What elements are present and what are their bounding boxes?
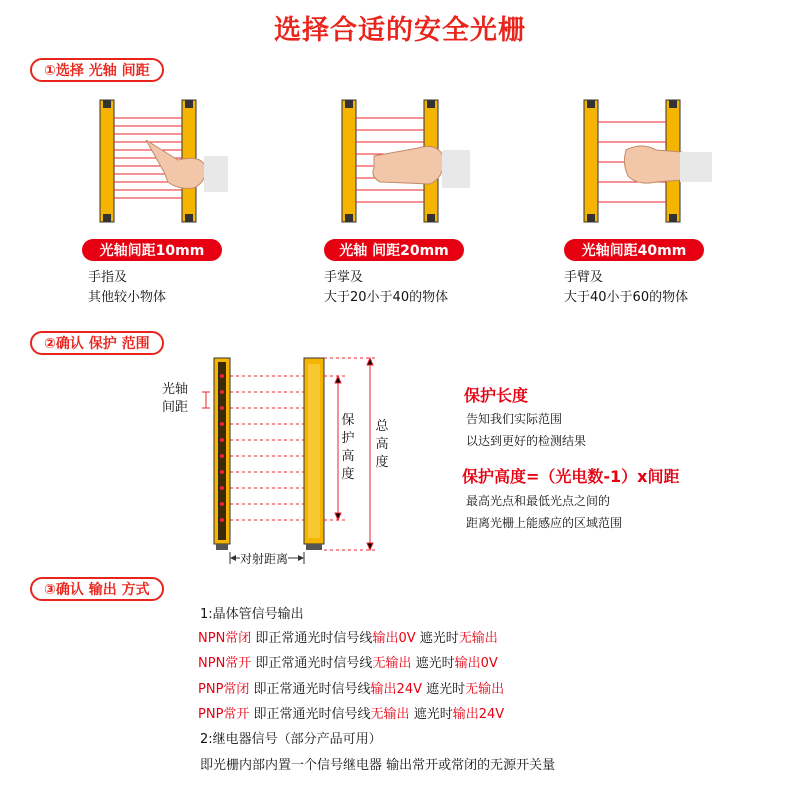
output-text: 即正常通光时信号线	[249, 682, 371, 697]
protection-length-desc	[466, 408, 586, 452]
section-3-tag: ③确认 输出 方式	[30, 577, 164, 601]
output-value: 输出0V	[454, 656, 498, 671]
desc-line: 大于40小于60的物体	[564, 290, 689, 305]
relay-output-desc: 即光栅内部内置一个信号继电器 输出常开或常闭的无源开关量	[200, 758, 556, 773]
label-char: 总	[375, 419, 389, 434]
desc-line: 以达到更好的检测结果	[466, 434, 587, 448]
output-text: 遮光时	[415, 631, 459, 646]
output-text: 遮光时	[409, 707, 453, 722]
label-char: 度	[375, 455, 389, 470]
relay-output-heading: 2:继电器信号（部分产品可用）	[200, 732, 382, 747]
output-value: 输出0V	[372, 631, 416, 646]
total-height-vertical-label	[374, 418, 390, 472]
output-row-npn-no	[198, 652, 498, 676]
pitch-40mm-label: 光轴间距40mm	[564, 239, 704, 261]
output-text: 遮光时	[411, 656, 455, 671]
pitch-40mm-desc	[564, 268, 688, 308]
output-text: 即正常通光时信号线	[251, 631, 373, 646]
desc-line: 手掌及	[324, 270, 364, 285]
page-title: 选择合适的安全光栅	[274, 15, 526, 46]
output-value: 输出24V	[452, 707, 505, 722]
protection-length-title	[464, 383, 528, 406]
light-curtain-arm-illustration	[582, 98, 712, 228]
pitch-10mm-label: 光轴间距10mm	[82, 239, 222, 261]
output-value: 无输出	[370, 707, 410, 722]
output-type: NPN常开	[198, 656, 252, 671]
throw-distance-label: 对射距离	[240, 552, 289, 566]
protection-length-title-text: 保护长度	[464, 386, 529, 405]
pitch-20mm-desc	[324, 268, 448, 308]
output-row-npn-nc	[198, 627, 498, 651]
output-text: 遮光时	[421, 682, 466, 697]
axis-pitch-line2: 间距	[162, 400, 189, 415]
output-text: 即正常通光时信号线	[249, 707, 371, 722]
axis-pitch-label	[162, 381, 188, 417]
desc-line: 最高光点和最低光点之间的	[466, 494, 611, 508]
output-type: PNP常开	[198, 707, 250, 722]
label-char: 度	[341, 467, 355, 482]
desc-line: 距离光栅上能感应的区域范围	[466, 516, 623, 530]
protection-height-formula: 保护高度=（光电数-1）x间距	[462, 467, 680, 486]
protection-height-desc	[466, 490, 622, 534]
label-char: 保	[341, 413, 355, 428]
output-value: 输出24V	[370, 682, 422, 697]
output-row-pnp-no	[198, 703, 504, 727]
desc-line: 大于20小于40的物体	[324, 290, 449, 305]
pitch-20mm-label: 光轴 间距20mm	[324, 239, 464, 261]
output-type: NPN常闭	[198, 631, 252, 646]
light-curtain-finger-illustration	[98, 98, 228, 228]
label-char: 护	[341, 431, 355, 446]
output-value: 无输出	[458, 631, 498, 646]
output-row-pnp-nc	[198, 678, 504, 702]
label-char: 高	[375, 437, 389, 452]
axis-pitch-line1: 光轴	[162, 382, 189, 397]
output-type: PNP常闭	[198, 682, 250, 697]
desc-line: 手指及	[88, 270, 128, 285]
output-text: 即正常通光时信号线	[251, 656, 373, 671]
output-value: 无输出	[465, 682, 505, 697]
desc-line: 手臂及	[564, 270, 604, 285]
section-1-tag: ①选择 光轴 间距	[30, 58, 164, 82]
output-value: 无输出	[372, 656, 412, 671]
desc-line: 其他较小物体	[88, 290, 167, 305]
section-2-tag: ②确认 保护 范围	[30, 331, 164, 355]
transistor-output-heading: 1:晶体管信号输出	[200, 607, 304, 622]
protection-height-vertical-label	[340, 412, 356, 484]
label-char: 高	[341, 449, 355, 464]
desc-line: 告知我们实际范围	[466, 412, 563, 426]
pitch-10mm-desc	[88, 268, 166, 308]
light-curtain-palm-illustration	[340, 98, 470, 228]
